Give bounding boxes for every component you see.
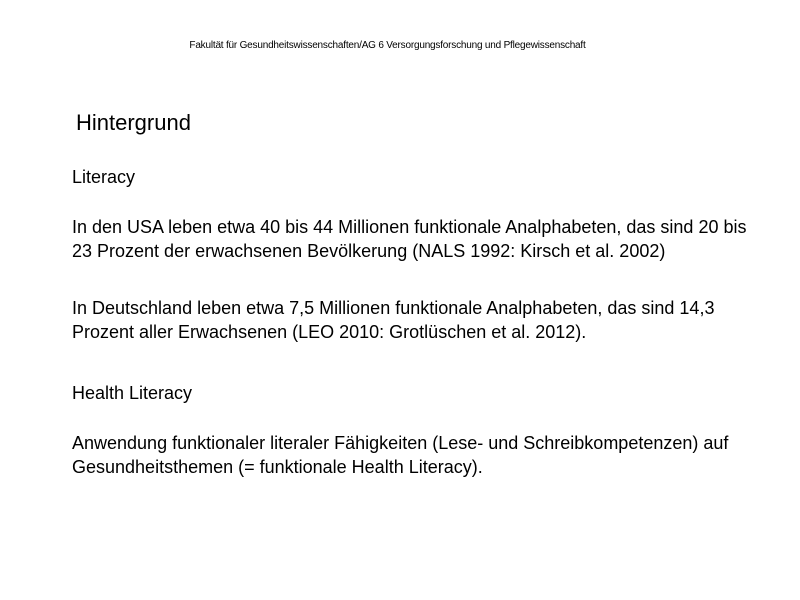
section-heading-literacy: Literacy (72, 167, 136, 187)
section-heading-health-literacy: Health Literacy (72, 383, 193, 403)
paragraph-usa-literacy: In den USA leben etwa 40 bis 44 Millionen funktionale Analphabeten, das sind 20 bis 23 Prozent der erwachsenen Bevölkerung (NALS 1992: Kirsch et al. 2002) (72, 217, 747, 261)
paragraph-health-literacy-definition: Anwendung funktionaler literaler Fähigkeiten (Lese- und Schreibkompetenzen) auf Gesundheitsthemen (= funktionale Health Literacy). (72, 433, 729, 477)
paragraph-germany-literacy: In Deutschland leben etwa 7,5 Millionen funktionale Analphabeten, das sind 14,3 Prozent aller Erwachsenen (LEO 2010: Grotlüschen et al. 2012). (72, 298, 715, 342)
faculty-header: Fakultät für Gesundheitswissenschaften/AG 6 Versorgungsforschung und Pflegewissenschaft (189, 40, 586, 51)
slide-title: Hintergrund (76, 110, 191, 135)
